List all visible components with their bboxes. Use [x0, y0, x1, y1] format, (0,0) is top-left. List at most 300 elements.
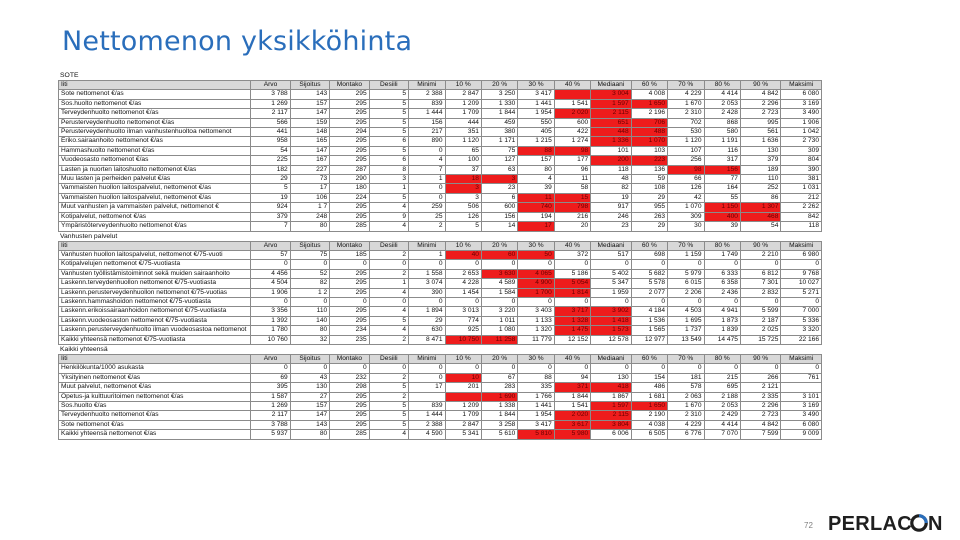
table-cell: 14 475 [704, 335, 740, 344]
table-cell: 488 [631, 128, 667, 137]
table-cell: 600 [554, 118, 590, 127]
table-cell: 19 [591, 193, 631, 202]
table-cell: 1 541 [554, 402, 590, 411]
column-header: 40 % [554, 241, 590, 250]
row-label: Kotipalvelut, nettomenot €/as [59, 212, 251, 221]
section-label: Kaikki yhteensä [60, 345, 108, 353]
section-label: Vanhusten palvelut [60, 232, 118, 240]
table-cell: 0 [704, 260, 740, 269]
row-label: Muut vanhusten ja vammaisten palvelut, nettomenot € [59, 203, 251, 212]
table-cell: 842 [781, 212, 822, 221]
table-cell: 3 804 [591, 420, 631, 429]
table-cell: 10 [445, 373, 481, 382]
table-cell: 630 [409, 326, 445, 335]
table-cell: 101 [591, 146, 631, 155]
table-cell: 4 [369, 288, 408, 297]
table-cell: 1 7 [290, 203, 329, 212]
table-cell: 80 [290, 430, 329, 439]
table-cell: 20 [554, 222, 590, 231]
table-cell: 54 [740, 222, 780, 231]
table-cell: 0 [631, 364, 667, 373]
table-cell: 351 [445, 128, 481, 137]
table-cell: 3 320 [781, 326, 822, 335]
table-cell: 10 027 [781, 279, 822, 288]
table-cell: 3 490 [781, 109, 822, 118]
table-cell: 295 [330, 137, 369, 146]
table-cell: 52 [290, 269, 329, 278]
table-cell: 5 [369, 118, 408, 127]
table-cell: 925 [445, 326, 481, 335]
table-cell: 39 [704, 222, 740, 231]
table-cell: 2 [369, 392, 408, 401]
table-cell: 924 [251, 203, 290, 212]
table-cell: 5 810 [518, 430, 554, 439]
table-cell: 0 [740, 260, 780, 269]
table-cell: 804 [781, 156, 822, 165]
svg-text:N: N [928, 513, 943, 535]
table-cell: 3 356 [251, 307, 290, 316]
table-cell: 3 220 [481, 307, 517, 316]
table-cell: 2 053 [704, 99, 740, 108]
table-cell: 256 [668, 156, 704, 165]
table-cell: 4 414 [704, 90, 740, 99]
table-cell: 7 [251, 222, 290, 231]
table-cell: 17 [290, 184, 329, 193]
table-cell: 3 004 [591, 90, 631, 99]
table-cell: 225 [251, 156, 290, 165]
row-label: Henkilökunta/1000 asukasta [59, 364, 251, 373]
table-cell: 5 599 [740, 307, 780, 316]
table-cell: 147 [290, 146, 329, 155]
table-cell: 0 [591, 364, 631, 373]
column-header: 40 % [554, 81, 590, 90]
row-label: Vanhusten työllistämistoiminnot sekä muiden sairaanhoito [59, 269, 251, 278]
table-cell: 702 [668, 118, 704, 127]
table-row [59, 326, 822, 335]
table-row [59, 279, 822, 288]
table-cell: 6 080 [781, 90, 822, 99]
table-cell: 5 341 [445, 430, 481, 439]
table-cell: 1 814 [554, 288, 590, 297]
table-cell: 2 210 [740, 250, 780, 259]
table-cell: 3 013 [445, 307, 481, 316]
table-cell: 234 [330, 326, 369, 335]
table-cell: 5 [369, 109, 408, 118]
table-cell: 252 [740, 184, 780, 193]
table-cell: 1 441 [518, 99, 554, 108]
table-cell: 0 [554, 297, 590, 306]
table-cell: 259 [409, 203, 445, 212]
table-cell: 8 471 [409, 335, 445, 344]
column-header: Arvo [251, 354, 290, 363]
table-cell: 5 [369, 411, 408, 420]
table-cell: 839 [409, 99, 445, 108]
table-cell: 1 444 [409, 109, 445, 118]
table-cell: 372 [554, 250, 590, 259]
table-cell: 13 549 [668, 335, 704, 344]
table-cell: 530 [668, 128, 704, 137]
table-cell: 3 258 [481, 420, 517, 429]
table-cell: 2 388 [409, 90, 445, 99]
table-cell: 517 [591, 250, 631, 259]
table-cell: 0 [481, 260, 517, 269]
column-header: Maksimi [781, 241, 822, 250]
table-cell: 148 [290, 128, 329, 137]
table-cell: 2 025 [740, 326, 780, 335]
table-cell: 67 [481, 373, 517, 382]
row-label: Muut palvelut, nettomenot €/as [59, 383, 251, 392]
table-cell: 5 [369, 420, 408, 429]
table-cell: 200 [591, 156, 631, 165]
table-cell: 3 [445, 193, 481, 202]
table-cell: 0 [445, 260, 481, 269]
table-cell: 4 [369, 203, 408, 212]
table-cell: 561 [740, 128, 780, 137]
table-cell: 0 [668, 260, 704, 269]
table-cell: 96 [554, 165, 590, 174]
table-cell: 335 [518, 383, 554, 392]
table-cell: 6 358 [704, 279, 740, 288]
table-cell: 7 599 [740, 430, 780, 439]
table-cell: 156 [704, 165, 740, 174]
svg-text:PERLAC: PERLAC [828, 513, 913, 535]
table-cell: 2 115 [591, 411, 631, 420]
table-row [59, 288, 822, 297]
table-cell: 65 [445, 146, 481, 155]
table-cell: 0 [409, 146, 445, 155]
table-row [59, 222, 822, 231]
table-cell: 295 [330, 99, 369, 108]
table-row [59, 307, 822, 316]
table-cell: 1 328 [554, 316, 590, 325]
row-label: Laskenn.hammashoidon nettomenot €/75-vuotiasta [59, 297, 251, 306]
table-cell: 48 [591, 175, 631, 184]
table-cell: 287 [330, 165, 369, 174]
table-cell: 0 [290, 260, 329, 269]
table-cell: 177 [554, 156, 590, 165]
table-cell: 1 650 [631, 99, 667, 108]
table-cell: 1 536 [631, 316, 667, 325]
column-header: 60 % [631, 241, 667, 250]
table-cell: 9 768 [781, 269, 822, 278]
column-header: Maksimi [781, 354, 822, 363]
table-cell [409, 392, 445, 401]
table-cell: 295 [330, 212, 369, 221]
table-cell [554, 90, 590, 99]
table-cell: 29 [631, 193, 667, 202]
table-cell: 42 [668, 193, 704, 202]
table-cell: 698 [631, 250, 667, 259]
table-cell: 17 [518, 222, 554, 231]
table-cell: 75 [290, 250, 329, 259]
table-cell: 4 842 [740, 420, 780, 429]
table-cell: 295 [330, 316, 369, 325]
table-cell: 761 [781, 373, 822, 382]
table-cell: 4 414 [704, 420, 740, 429]
table-cell: 309 [668, 212, 704, 221]
table-cell: 3 417 [518, 420, 554, 429]
table-cell: 448 [591, 128, 631, 137]
table-cell: 3 490 [781, 411, 822, 420]
table-cell: 9 009 [781, 430, 822, 439]
table-cell: 1 766 [518, 392, 554, 401]
header-row [59, 241, 822, 250]
table-cell: 0 [704, 297, 740, 306]
table-cell: 263 [631, 212, 667, 221]
table-cell: 108 [631, 184, 667, 193]
table-cell: 27 [290, 392, 329, 401]
table-cell: 43 [290, 373, 329, 382]
row-label: Sos.huolto nettomenot €/as [59, 99, 251, 108]
table-cell: 2 653 [445, 269, 481, 278]
table-cell: 0 [668, 297, 704, 306]
table-cell: 10 750 [445, 335, 481, 344]
table-cell: 3 250 [481, 90, 517, 99]
table-cell: 459 [481, 118, 517, 127]
table-cell: 317 [704, 156, 740, 165]
table-cell: 2 206 [668, 288, 704, 297]
table-cell: 0 [481, 297, 517, 306]
table-cell: 4 941 [704, 307, 740, 316]
table-cell: 2 847 [445, 90, 481, 99]
table-cell: 1 269 [251, 99, 290, 108]
table-cell: 69 [251, 373, 290, 382]
table-cell: 1 2 [290, 288, 329, 297]
table-cell: 6 812 [740, 269, 780, 278]
table-cell: 7 070 [704, 430, 740, 439]
table-cell: 1 700 [518, 288, 554, 297]
table-cell: 100 [445, 156, 481, 165]
table-cell: 0 [409, 184, 445, 193]
row-label: Sote nettomenot €/as [59, 90, 251, 99]
table-cell: 1 444 [409, 411, 445, 420]
table-cell: 2 310 [668, 411, 704, 420]
table-cell: 6 015 [668, 279, 704, 288]
table-cell: 7 [409, 165, 445, 174]
table-cell: 37 [445, 165, 481, 174]
table-cell: 1 080 [481, 326, 517, 335]
table-cell: 1 565 [631, 326, 667, 335]
table-cell: 127 [481, 156, 517, 165]
table-cell: 5 [369, 193, 408, 202]
table-cell: 4 456 [251, 269, 290, 278]
table-row [59, 99, 822, 108]
table-cell: 6 505 [631, 430, 667, 439]
table-cell: 1 954 [518, 411, 554, 420]
table-cell: 390 [409, 288, 445, 297]
column-header: 90 % [740, 81, 780, 90]
row-label: Opetus-ja kulttuuritoimen nettomenot €/as [59, 392, 251, 401]
table-cell: 157 [290, 99, 329, 108]
table-cell: 1 597 [591, 99, 631, 108]
table-cell: 2 117 [251, 411, 290, 420]
column-header: 70 % [668, 354, 704, 363]
table-cell: 2 [409, 222, 445, 231]
table-cell: 126 [668, 184, 704, 193]
table-cell: 1 541 [554, 99, 590, 108]
table-cell: 995 [740, 118, 780, 127]
row-label: Lasten ja nuorten laitoshuolto nettomenot €/as [59, 165, 251, 174]
table-cell: 3 169 [781, 99, 822, 108]
table-cell: 5 682 [631, 269, 667, 278]
table-cell: 164 [704, 184, 740, 193]
table-cell: 181 [668, 373, 704, 382]
table-cell: 550 [518, 118, 554, 127]
table-cell: 405 [518, 128, 554, 137]
row-label: Vammaisten huollon laitospalvelut, nettomenot €/as [59, 193, 251, 202]
column-header: 80 % [704, 354, 740, 363]
table-cell: 309 [781, 146, 822, 155]
table-cell: 1 150 [704, 203, 740, 212]
table-cell: 578 [668, 383, 704, 392]
table-row [59, 335, 822, 344]
column-header: Maksimi [781, 81, 822, 90]
table-cell: 2 388 [409, 420, 445, 429]
table-cell: 1 670 [668, 402, 704, 411]
table-cell: 1 191 [704, 137, 740, 146]
table-cell: 5 [369, 383, 408, 392]
table-cell: 201 [445, 383, 481, 392]
table-cell: 0 [409, 193, 445, 202]
table-cell: 295 [330, 146, 369, 155]
table-cell: 5 054 [554, 279, 590, 288]
row-label: Perusterveydenhuolto nettomenot €/as [59, 118, 251, 127]
table-cell: 118 [781, 222, 822, 231]
row-label: Sote nettomenot €/as [59, 420, 251, 429]
table-cell: 0 [330, 260, 369, 269]
data-table [58, 80, 822, 232]
table-cell: 4 229 [668, 90, 704, 99]
table-cell: 266 [740, 373, 780, 382]
table-cell: 1 338 [481, 402, 517, 411]
table-cell: 215 [704, 373, 740, 382]
table-cell: 212 [781, 193, 822, 202]
table-cell: 3 074 [409, 279, 445, 288]
table-cell: 0 [290, 297, 329, 306]
table-cell: 0 [409, 364, 445, 373]
table-cell: 2 190 [631, 411, 667, 420]
table-cell: 1 159 [668, 250, 704, 259]
table-cell: 4 842 [740, 90, 780, 99]
table-cell: 1 209 [445, 402, 481, 411]
table-cell: 295 [330, 203, 369, 212]
table-cell: 154 [631, 373, 667, 382]
column-header: 90 % [740, 241, 780, 250]
table-cell: 227 [290, 165, 329, 174]
table-cell: 390 [781, 165, 822, 174]
table-cell: 5 [251, 184, 290, 193]
table-cell: 11 [518, 193, 554, 202]
table-cell: 0 [704, 364, 740, 373]
table-cell: 371 [554, 383, 590, 392]
table-row [59, 212, 822, 221]
row-label: Sos.huolto €/as [59, 402, 251, 411]
table-cell: 17 [409, 383, 445, 392]
table-cell: 1 954 [518, 109, 554, 118]
table-cell: 1 330 [481, 99, 517, 108]
table-cell: 1 215 [518, 137, 554, 146]
table-cell: 5 979 [668, 269, 704, 278]
table-row [59, 128, 822, 137]
table-cell: 5 [369, 402, 408, 411]
table-cell: 283 [481, 383, 517, 392]
column-header: Mediaani [591, 81, 631, 90]
table-cell: 298 [330, 383, 369, 392]
table-cell: 167 [290, 156, 329, 165]
table-cell: 159 [290, 118, 329, 127]
table-cell: 295 [330, 288, 369, 297]
table-row [59, 250, 822, 259]
table-cell: 0 [481, 364, 517, 373]
row-label: Eriko.sairaanhoito nettomenot €/as [59, 137, 251, 146]
table-cell: 5 578 [631, 279, 667, 288]
column-header: Montako [330, 81, 369, 90]
table-cell: 295 [330, 402, 369, 411]
column-header: 60 % [631, 81, 667, 90]
table-cell: 0 [409, 260, 445, 269]
table-cell: 295 [330, 420, 369, 429]
table-cell: 1 418 [591, 316, 631, 325]
table-cell: 5 [369, 99, 408, 108]
table-cell: 3 617 [554, 420, 590, 429]
table-cell: 0 [251, 364, 290, 373]
table-cell: 57 [251, 250, 290, 259]
table-cell: 143 [290, 90, 329, 99]
table-row [59, 269, 822, 278]
table-row [59, 193, 822, 202]
table-cell: 1 336 [591, 137, 631, 146]
table-cell: 295 [330, 392, 369, 401]
table-cell: 15 [554, 193, 590, 202]
table-cell: 3 902 [591, 307, 631, 316]
table-cell: 0 [781, 260, 822, 269]
table-cell: 14 [481, 222, 517, 231]
table-cell: 295 [330, 279, 369, 288]
column-header: 40 % [554, 354, 590, 363]
table-cell: 566 [251, 118, 290, 127]
table-cell: 1 894 [409, 307, 445, 316]
column-header: 60 % [631, 354, 667, 363]
column-header: Desiili [369, 81, 408, 90]
row-label: Terveydenhuolto nettomenot €/as [59, 411, 251, 420]
row-label: Muu lasten ja perheiden palvelut €/as [59, 175, 251, 184]
column-header: Minimi [409, 241, 445, 250]
table-cell: 5 347 [591, 279, 631, 288]
table-cell: 82 [591, 184, 631, 193]
table-cell: 294 [330, 128, 369, 137]
table-cell: 11 258 [481, 335, 517, 344]
column-header: Desiili [369, 354, 408, 363]
row-label: Ympäristöterveydenhuolto nettomenot €/as [59, 222, 251, 231]
table-cell: 88 [518, 146, 554, 155]
table-cell: 5 336 [781, 316, 822, 325]
table-cell: 5 [369, 146, 408, 155]
table-cell: 217 [409, 128, 445, 137]
table-cell: 2 847 [445, 420, 481, 429]
table-cell: 180 [330, 184, 369, 193]
table-cell: 2 115 [591, 109, 631, 118]
table-cell: 6 980 [781, 250, 822, 259]
table-cell: 110 [740, 175, 780, 184]
table-cell: 2 429 [704, 411, 740, 420]
table-cell: 0 [251, 260, 290, 269]
table-cell: 1 [369, 279, 408, 288]
table-cell: 189 [740, 165, 780, 174]
table-cell: 506 [445, 203, 481, 212]
table-cell: 143 [290, 420, 329, 429]
table-cell: 1 [409, 175, 445, 184]
table-cell: 147 [290, 411, 329, 420]
